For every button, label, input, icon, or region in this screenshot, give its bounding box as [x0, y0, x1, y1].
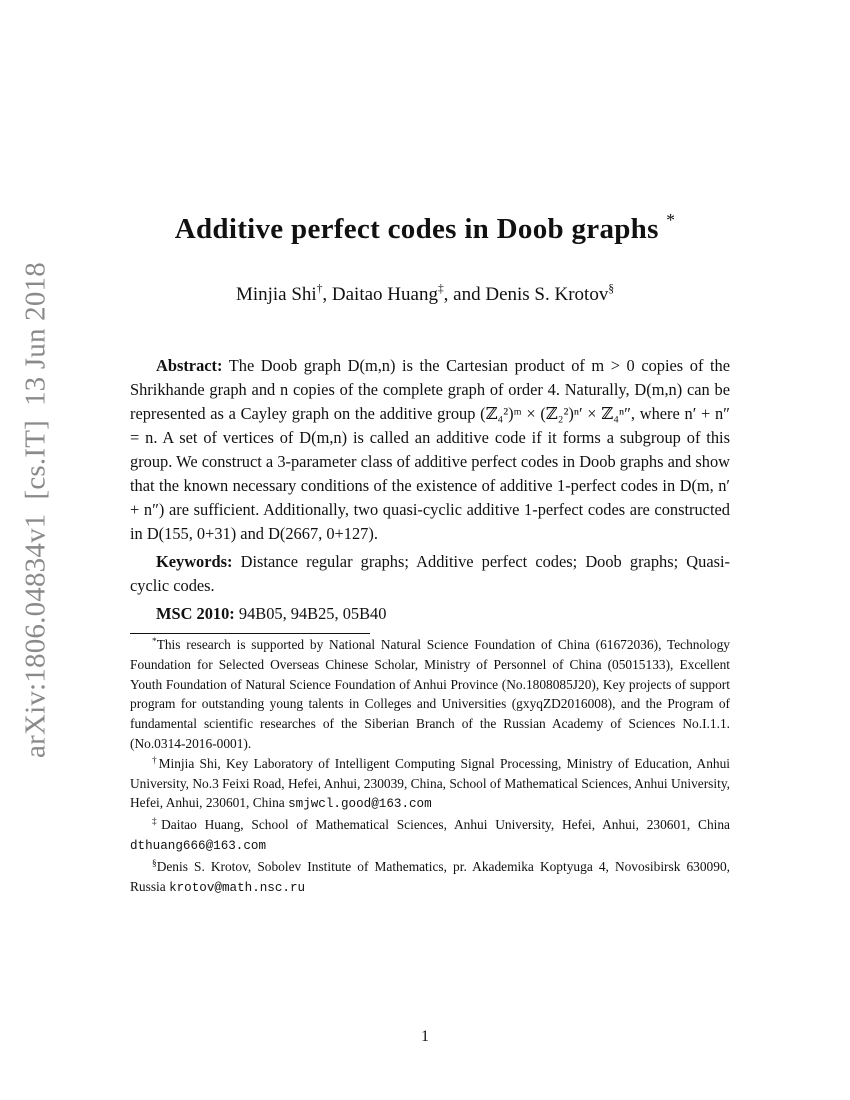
author-footnote-mark: §: [608, 283, 615, 296]
abstract-section: [130, 354, 730, 546]
arxiv-id: arXiv:1806.04834v1: [19, 513, 52, 758]
footnote-mark: †: [152, 755, 159, 766]
abstract-label: Abstract:: [156, 356, 223, 375]
page-number: 1: [421, 1028, 429, 1045]
arxiv-category: [cs.IT]: [19, 420, 52, 500]
title-text: Additive perfect codes in Doob graphs: [174, 213, 659, 245]
author-name: Daitao Huang: [331, 284, 438, 305]
author-separator: ,: [322, 284, 332, 305]
footnote-text: Denis S. Krotov, Sobolev Institute of Mathematics, pr. Akademika Koptyuga 4, Novosibirsk 630090, Russia: [130, 858, 730, 894]
author-footnote-mark: †: [316, 283, 323, 296]
footnote-mark: §: [152, 858, 157, 869]
footnotes-section: [130, 635, 730, 898]
arxiv-identifier-stamp: [20, 262, 53, 758]
author-footnote-mark: ‡: [437, 283, 444, 296]
author-separator: , and: [443, 284, 486, 305]
keywords-label: Keywords:: [156, 552, 233, 571]
author-name: Minjia Shi: [235, 284, 317, 305]
keywords-section: [130, 550, 730, 598]
footnote-text: Daitao Huang, School of Mathematical Sciences, Anhui University, Hefei, Anhui, 230601, China: [161, 817, 730, 833]
msc-section: [130, 602, 730, 626]
keywords-text: Distance regular graphs; Additive perfect codes; Doob graphs; Quasi-cyclic codes.: [130, 552, 730, 595]
paper-title: [0, 209, 850, 246]
footnote-mark: ‡: [152, 817, 162, 828]
footnote-mark: *: [152, 636, 157, 647]
email-link[interactable]: smjwcl.good@163.com: [288, 797, 432, 812]
footnote-rule: [130, 633, 370, 634]
email-link[interactable]: dthuang666@163.com: [130, 838, 267, 853]
author-name: Denis S. Krotov: [485, 284, 609, 305]
title-footnote-mark: *: [666, 209, 676, 230]
footnote-author-krotov: [130, 857, 730, 899]
footnote-funding: [130, 635, 730, 754]
footnote-author-shi: [130, 754, 730, 815]
email-link[interactable]: krotov@math.nsc.ru: [169, 880, 306, 895]
footnote-text: This research is supported by National Natural Science Foundation of China (61672036), Technology Foundation for Selected Overseas Chinese Scholar, Ministry of Personnel of China (05015133), Excellent Youth Foundation of Natural Science Foundation of Anhui Province (No.1808085J20), Key projects of support program for outstanding young talents in Colleges and Universities (gxyqZD2016008), and the Program of fundamental scientific researches of the Siberian Branch of the Russian Academy of Sciences No.I.1.1. (No.0314-2016-0001).: [130, 637, 730, 751]
footnote-author-huang: [130, 815, 730, 857]
msc-codes: 94B05, 94B25, 05B40: [238, 604, 387, 623]
footnote-text: Minjia Shi, Key Laboratory of Intelligent Computing Signal Processing, Ministry of Education, Anhui University, No.3 Feixi Road, Hefei, Anhui, 230039, China, School of Mathematical Sciences, Anhui University, Hefei, Anhui, 230601, China: [130, 755, 731, 811]
author-list: [0, 284, 850, 306]
msc-label: MSC 2010:: [156, 604, 235, 623]
abstract-text: The Doob graph D(m,n) is the Cartesian product of m > 0 copies of the Shrikhande graph and n copies of the complete graph of order 4. Naturally, D(m,n) can be represented as a Cayley graph on the additive group (ℤ₄²)ᵐ × (ℤ₂²)ⁿ′ × ℤ₄ⁿ″, where n′ + n″ = n. A set of vertices of D(m,n) is called an additive code if it forms a subgroup of this group. We construct a 3-parameter class of additive perfect codes in Doob graphs and show that the known necessary conditions of the existence of additive 1-perfect codes in D(m, n′ + n″) are sufficient. Additionally, two quasi-cyclic additive 1-perfect codes are constructed in D(155, 0+31) and D(2667, 0+127).: [130, 356, 730, 543]
arxiv-date: 13 Jun 2018: [19, 262, 52, 407]
